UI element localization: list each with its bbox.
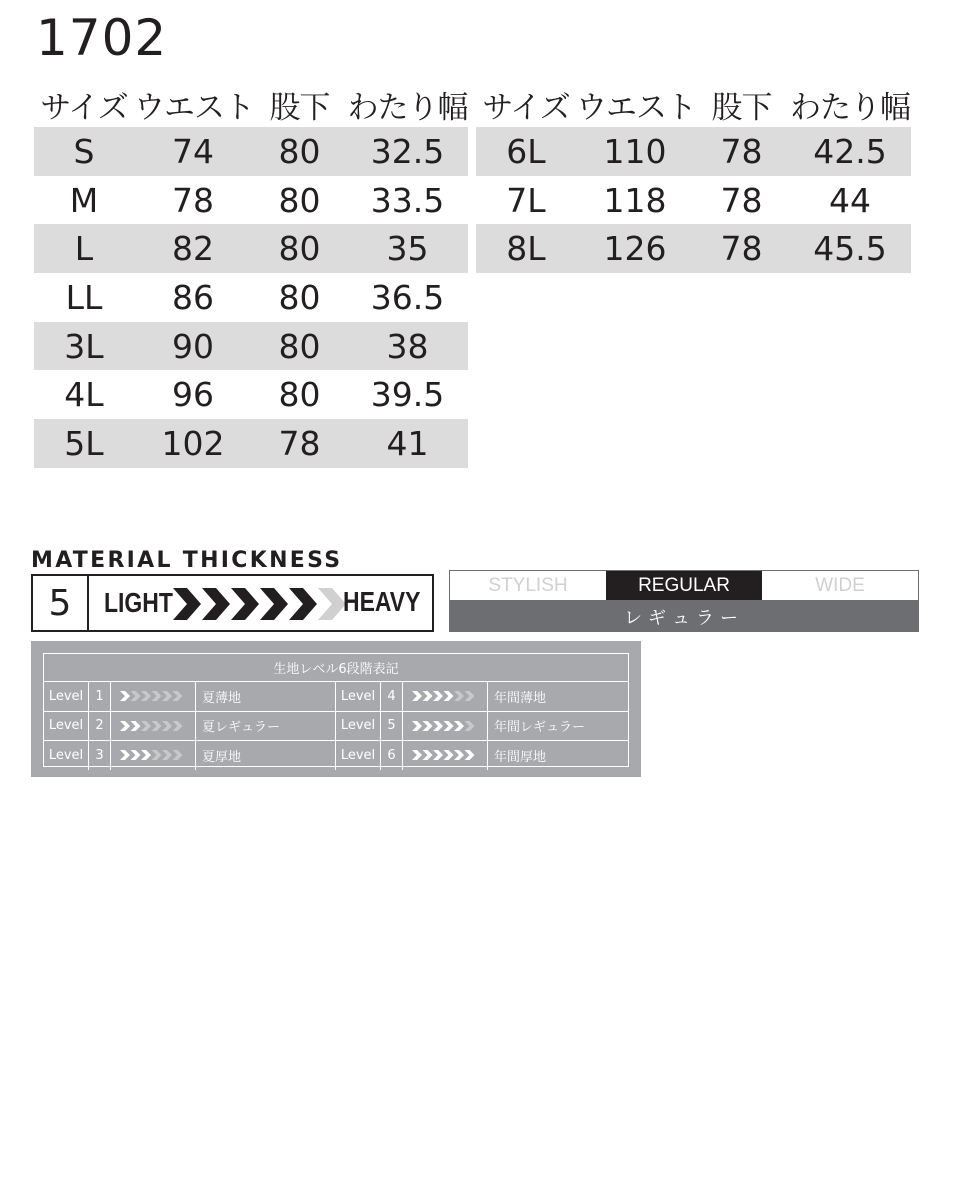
- legend-chevron-icon: [131, 721, 141, 731]
- legend-level-number: 3: [89, 741, 111, 770]
- legend-chevron-icon: [120, 691, 130, 701]
- size-row: [34, 419, 468, 468]
- size-row: [34, 127, 468, 176]
- cell-waist: 126: [576, 224, 694, 273]
- size-row: [34, 273, 468, 322]
- legend-chevron-icon: [444, 750, 454, 760]
- fit-options: [449, 570, 919, 601]
- legend-chevron-icon: [173, 721, 183, 731]
- thickness-chevron-icon: [318, 588, 346, 620]
- size-row: [476, 224, 911, 273]
- legend-chevron-icon: [433, 691, 443, 701]
- legend-chevron-icon: [152, 691, 162, 701]
- legend-chevrons: [111, 712, 196, 741]
- fit-selected-jp: レギュラー: [449, 601, 919, 632]
- legend-chevron-icon: [173, 691, 183, 701]
- fit-option-stylish: STYLISH: [488, 574, 568, 596]
- legend-chevron-icon: [465, 691, 475, 701]
- legend-level-number: 4: [381, 682, 403, 711]
- material-thickness-scale: [31, 574, 434, 632]
- light-label: LIGHT: [104, 587, 173, 618]
- header-size: サイズ: [40, 90, 128, 126]
- legend-chevrons-icon: [412, 749, 478, 761]
- cell-thigh-width: 45.5: [789, 224, 911, 273]
- cell-thigh-width: 44: [829, 180, 871, 220]
- cell-size: 4L: [64, 375, 104, 415]
- legend-chevron-icon: [465, 721, 475, 731]
- cell-inseam: 78: [720, 180, 763, 220]
- cell-waist: 86: [172, 277, 214, 317]
- thickness-legend: [31, 641, 641, 777]
- cell-thigh-width: 38: [347, 322, 468, 371]
- legend-chevrons: [403, 741, 488, 770]
- cell-thigh-width: 42.5: [789, 127, 911, 176]
- size-table-header: [34, 82, 468, 127]
- legend-chevron-icon: [162, 750, 172, 760]
- thickness-chevron-icon: [260, 588, 288, 620]
- material-thickness-level: 5: [33, 576, 89, 630]
- cell-waist: 78: [172, 180, 214, 220]
- cell-size: L: [34, 224, 134, 273]
- size-table-header: [476, 82, 911, 127]
- legend-chevron-icon: [162, 721, 172, 731]
- cell-waist: 110: [576, 127, 694, 176]
- legend-chevron-icon: [141, 691, 151, 701]
- size-row: [34, 224, 468, 273]
- heavy-label: HEAVY: [342, 586, 420, 617]
- legend-level-number: 5: [381, 712, 403, 741]
- size-table-left: [34, 82, 468, 468]
- cell-size: 5L: [34, 419, 134, 468]
- fit-option-regular: REGULAR: [606, 571, 762, 600]
- header-size: サイズ: [482, 90, 570, 126]
- size-row: [476, 176, 911, 225]
- size-row: [34, 322, 468, 371]
- legend-level-name: 年間レギュラー: [494, 720, 586, 736]
- legend-row: [44, 741, 628, 770]
- cell-size: 6L: [476, 127, 576, 176]
- legend-chevron-icon: [412, 691, 422, 701]
- legend-level-name: 夏薄地: [196, 682, 336, 711]
- thickness-chevron-icon: [231, 588, 259, 620]
- cell-size: LL: [65, 277, 103, 317]
- legend-chevron-icon: [412, 750, 422, 760]
- legend-row: [44, 682, 628, 712]
- legend-level-name: 夏厚地: [196, 741, 336, 770]
- legend-chevron-icon: [173, 750, 183, 760]
- product-code: 1702: [36, 9, 168, 67]
- legend-level-number: 2: [89, 712, 111, 741]
- cell-thigh-width: 35: [347, 224, 468, 273]
- legend-chevrons: [111, 682, 196, 711]
- cell-size: 3L: [34, 322, 134, 371]
- cell-waist: 118: [603, 180, 667, 220]
- cell-inseam: 78: [694, 224, 789, 273]
- legend-chevrons-icon: [412, 720, 478, 732]
- legend-chevron-icon: [141, 721, 151, 731]
- material-thickness-title: MATERIAL THICKNESS: [31, 548, 343, 573]
- legend-chevron-icon: [454, 691, 464, 701]
- legend-chevron-icon: [131, 691, 141, 701]
- legend-level-name: 年間厚地: [494, 749, 547, 765]
- cell-inseam: 80: [278, 277, 321, 317]
- thickness-chevron-icon: [202, 588, 230, 620]
- cell-thigh-width: 41: [347, 419, 468, 468]
- header-inseam: 股下: [269, 90, 330, 126]
- legend-chevron-icon: [444, 721, 454, 731]
- legend-chevrons-icon: [120, 749, 186, 761]
- legend-level-word: Level: [336, 741, 381, 770]
- fit-option-wide: WIDE: [815, 574, 865, 596]
- legend-level-word: Level: [336, 712, 381, 741]
- header-inseam: 股下: [711, 90, 772, 126]
- cell-inseam: 80: [252, 224, 347, 273]
- legend-chevron-icon: [423, 691, 433, 701]
- cell-size: M: [69, 180, 99, 220]
- legend-chevron-icon: [120, 721, 130, 731]
- legend-chevron-icon: [131, 750, 141, 760]
- legend-chevrons: [403, 712, 488, 741]
- legend-chevron-icon: [454, 750, 464, 760]
- legend-chevron-icon: [152, 750, 162, 760]
- cell-size: S: [34, 127, 134, 176]
- legend-chevron-icon: [412, 721, 422, 731]
- header-waist: ウエスト: [576, 90, 696, 126]
- legend-chevrons-icon: [412, 690, 478, 702]
- cell-size: 8L: [476, 224, 576, 273]
- cell-thigh-width: 39.5: [370, 375, 445, 415]
- legend-level-word: Level: [44, 741, 89, 770]
- legend-level-word: Level: [44, 712, 89, 741]
- legend-chevron-icon: [465, 750, 475, 760]
- thickness-legend-title: 生地レベル6段階表記: [44, 654, 628, 682]
- legend-level-name: 夏レギュラー: [196, 712, 336, 741]
- cell-thigh-width: 32.5: [347, 127, 468, 176]
- legend-level-number: 1: [89, 682, 111, 711]
- cell-waist: 96: [172, 375, 214, 415]
- legend-chevron-icon: [444, 691, 454, 701]
- legend-chevron-icon: [423, 721, 433, 731]
- legend-chevron-icon: [152, 721, 162, 731]
- cell-waist: 74: [134, 127, 252, 176]
- thickness-chevron-icon: [289, 588, 317, 620]
- thickness-legend-table: [43, 653, 629, 767]
- header-thigh-width: わたり幅: [790, 90, 910, 126]
- legend-level-word: Level: [44, 682, 89, 711]
- legend-chevrons: [403, 682, 488, 711]
- cell-inseam: 78: [694, 127, 789, 176]
- cell-waist: 82: [134, 224, 252, 273]
- size-row: [34, 370, 468, 419]
- legend-chevron-icon: [162, 691, 172, 701]
- legend-chevron-icon: [433, 750, 443, 760]
- header-thigh-width: わたり幅: [347, 90, 468, 126]
- size-row: [34, 176, 468, 225]
- size-table-right: [476, 82, 911, 273]
- legend-level-word: Level: [336, 682, 381, 711]
- cell-size: 7L: [506, 180, 546, 220]
- legend-chevron-icon: [433, 721, 443, 731]
- fit-selector: [449, 570, 919, 632]
- cell-thigh-width: 36.5: [370, 277, 445, 317]
- cell-waist: 90: [134, 322, 252, 371]
- legend-level-name: 年間薄地: [494, 690, 547, 706]
- cell-inseam: 80: [252, 127, 347, 176]
- legend-chevrons-icon: [120, 690, 186, 702]
- cell-thigh-width: 33.5: [370, 180, 445, 220]
- cell-waist: 102: [134, 419, 252, 468]
- size-row: [476, 127, 911, 176]
- legend-chevrons: [111, 741, 196, 770]
- legend-chevrons-icon: [120, 720, 186, 732]
- cell-inseam: 80: [252, 322, 347, 371]
- cell-inseam: 78: [252, 419, 347, 468]
- legend-chevron-icon: [141, 750, 151, 760]
- thickness-chevron-icon: [173, 588, 201, 620]
- legend-chevron-icon: [423, 750, 433, 760]
- cell-inseam: 80: [278, 375, 321, 415]
- cell-inseam: 80: [278, 180, 321, 220]
- legend-level-number: 6: [381, 741, 403, 770]
- header-waist: ウエスト: [134, 90, 254, 126]
- legend-chevron-icon: [120, 750, 130, 760]
- legend-chevron-icon: [454, 721, 464, 731]
- legend-row: [44, 712, 628, 742]
